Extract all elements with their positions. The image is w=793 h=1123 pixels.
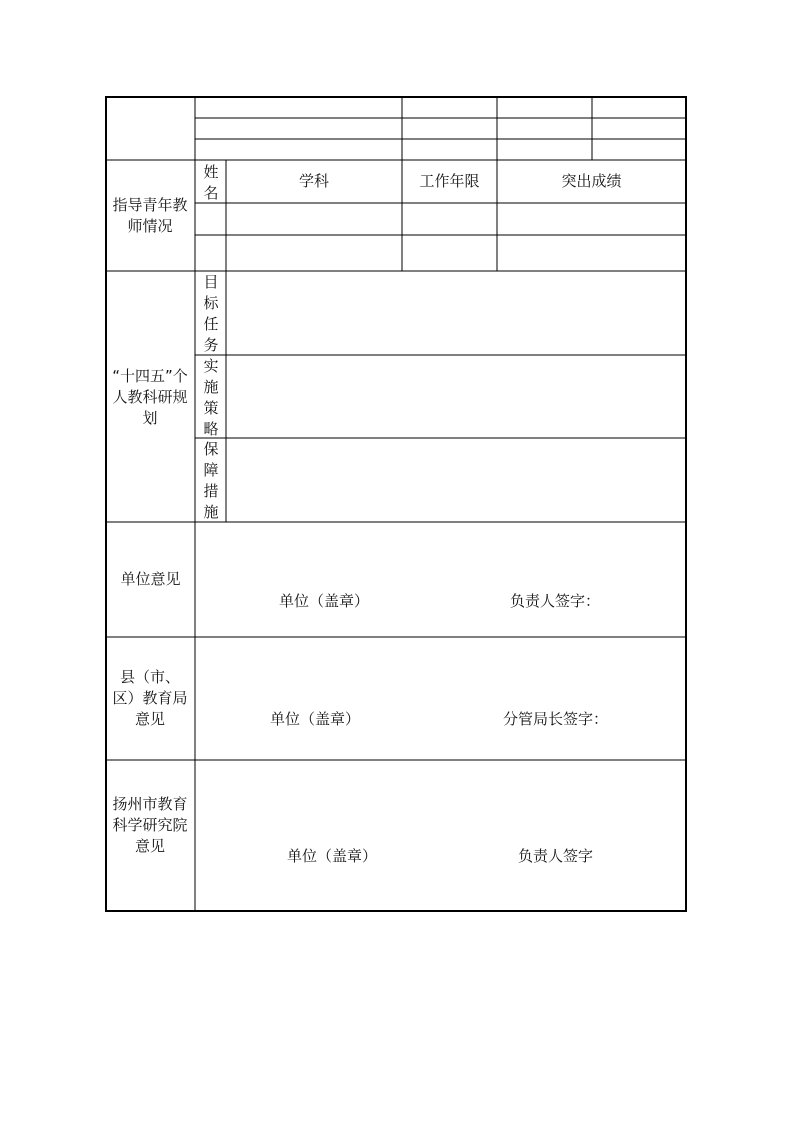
city-opinion-label: 扬州市教育科学研究院意见 (112, 795, 188, 855)
unit-opinion-seal: 单位（盖章） (279, 592, 370, 610)
unit-opinion-signer: 负责人签字： (510, 592, 601, 610)
plan-section-label: “十四五”个人教科研规划 (112, 367, 188, 427)
county-opinion-label: 县（市、区）教育局意见 (112, 668, 188, 728)
plan-strategy-label: 实施策略 (203, 357, 219, 438)
mentoring-col-subject: 学科 (298, 172, 329, 190)
city-opinion-seal: 单位（盖章） (287, 847, 378, 865)
mentoring-section-label: 指导青年教师情况 (112, 196, 188, 235)
city-opinion-signer: 负责人签字 (518, 847, 594, 865)
plan-support-label: 保障措施 (203, 440, 219, 521)
mentoring-col-name: 姓名 (203, 163, 219, 202)
plan-goal-label: 目标任务 (203, 273, 219, 354)
unit-opinion-label: 单位意见 (120, 570, 181, 588)
county-opinion-signer: 分管局长签字： (503, 710, 609, 728)
mentoring-col-achievements: 突出成绩 (561, 172, 622, 190)
county-opinion-seal: 单位（盖章） (270, 710, 361, 728)
mentoring-col-years: 工作年限 (419, 172, 480, 190)
form-border (106, 97, 686, 911)
